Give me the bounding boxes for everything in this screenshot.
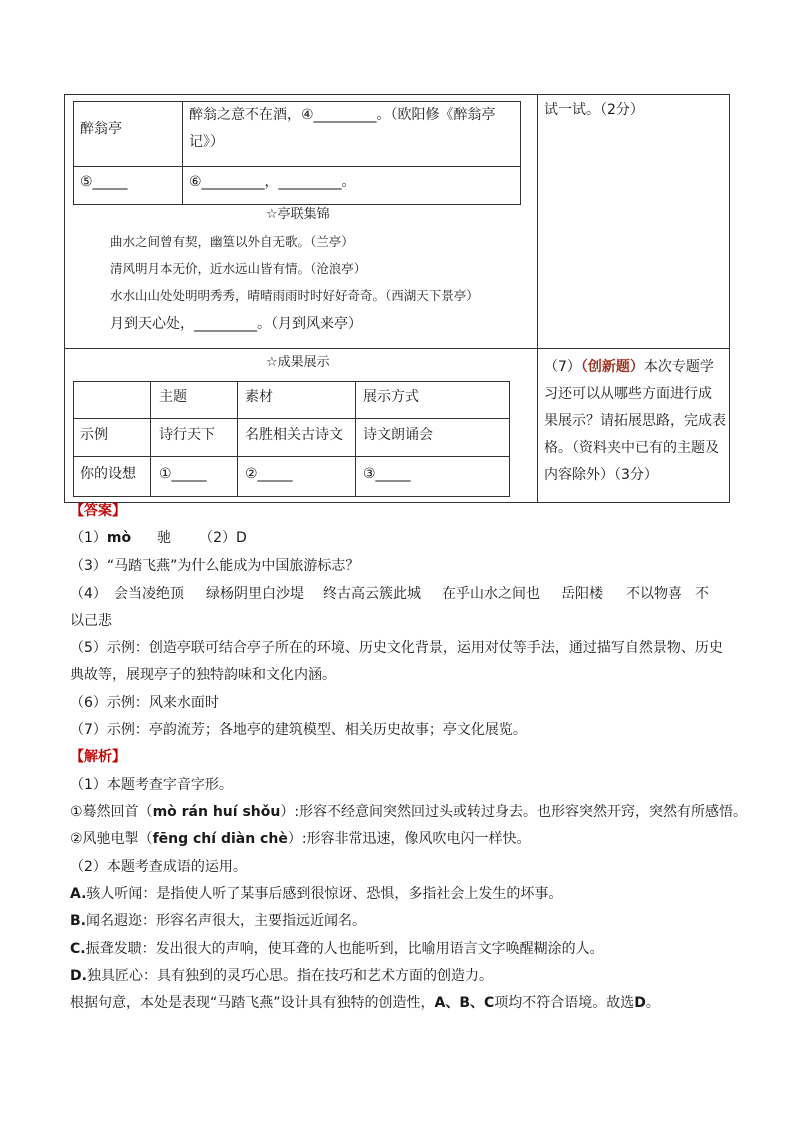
conclusion-text-1: 根据句意，本处是表现“马踏飞燕”设计具有独特的创造性， [70,995,435,1011]
q7-line1 [544,356,714,378]
zuiweng-label: 醉翁亭 [80,121,122,137]
answer-4-item: 在乎山水之间也 [442,586,540,602]
answer-5-line1: （5）示例：创造亭联可结合亭子所在的环境、历史文化背景，运用对仗等手法，通过描写自然景物、历史 [70,640,723,656]
option-a-letter: A. [70,886,87,902]
your-idea-method-blank: ③_____ [363,466,411,482]
results-header-method: 展示方式 [363,389,419,405]
analysis-option-d [70,965,493,987]
answer-4-line2: 以己悲 [70,613,112,629]
option-c-text: 振聋发聩：发出很大的声响，使耳聋的人也能听到，比喻用语言文字唤醒糊涂的人。 [85,941,604,957]
analysis-word-2-head: ②风驰电掣（ [70,831,153,847]
conclusion-text-2: 项均不符合语境。故选 [494,995,635,1011]
pavilion-table-col-divider [182,102,183,204]
q7-line3: 果展示？请拓展思路，完成表 [544,413,726,429]
row-divider [65,348,730,349]
option-d-text: 独具匠心：具有独到的灵巧心思。指在技巧和艺术方面的创造力。 [86,968,493,984]
couplets-title: ☆亭联集锦 [266,207,330,222]
answer-3: （3）“马踏飞燕”为什么能成为中国旅游标志？ [70,558,360,574]
zuiweng-text-line1: 醉翁之意不在酒，④_________。（欧阳修《醉翁亭 [189,107,496,123]
analysis-option-c [70,938,604,960]
answer-1-char: 驰 [157,530,172,546]
answer-4-item: 岳阳楼 [561,586,603,602]
conclusion-options: A、B、C [434,995,495,1011]
analysis-word-2-pinyin: fēng chí diàn chè [152,831,288,847]
results-header-material: 素材 [245,389,273,405]
answer-4-item: 不 [695,586,709,602]
answer-2: （2）D [199,530,247,546]
results-header-theme: 主题 [159,389,187,405]
analysis-heading: 【解析】 [70,749,126,765]
example-method: 诗文朗诵会 [363,427,433,443]
analysis-option-b [70,910,366,932]
q7-number: （7） [544,359,581,375]
q7-text-1: 本次专题学 [643,359,714,375]
results-col-divider-1 [150,382,151,496]
answer-6: （6）示例：风来水面时 [70,695,219,711]
option-b-text: 闻名遐迩：形容名声很大，主要指远近闻名。 [86,913,366,929]
couplet-canglang: 清风明月本无价，近水远山皆有情。（沧浪亭） [110,261,367,276]
answer-1-prefix: （1） [70,530,107,546]
analysis-option-a [70,883,562,905]
answer-1-2 [70,527,247,549]
blank-5: ⑤_____ [80,174,128,190]
analysis-2: （2）本题考查成语的运用。 [70,859,247,875]
couplet-xihu: 水水山山处处明明秀秀，晴晴雨雨时时好好奇奇。（西湖天下景亭） [110,288,479,303]
answer-1-pinyin: mò [106,530,132,546]
analysis-word-2 [70,828,531,850]
option-c-letter: C. [70,941,86,957]
blank-6: ⑥_________，_________。 [189,174,356,190]
conclusion-choice: D [634,995,646,1011]
analysis-1: （1）本题考查字音字形。 [70,777,233,793]
analysis-word-1-head: ①蓦然回首（ [70,804,153,820]
pavilion-table-row-divider [74,166,520,167]
your-idea-theme-blank: ①_____ [159,466,207,482]
q7-line2: 习还可以从哪些方面进行成 [544,386,712,402]
couplet-lanting: 曲水之间曾有契，幽篁以外自无歌。（兰亭） [110,234,354,249]
answer-4-prefix: （4） [70,586,107,602]
answer-4-item: 不以物喜 [626,586,682,602]
results-row-divider-1 [74,418,509,419]
analysis-word-1 [70,801,747,823]
results-row-divider-2 [74,456,509,457]
analysis-word-1-def: ）:形容不经意间突然回过头或转过身去。也形容突然开窍，突然有所感悟。 [280,804,748,820]
example-theme: 诗行天下 [159,427,215,443]
results-title: ☆成果展示 [266,355,330,370]
answer-heading: 【答案】 [70,503,126,519]
zuiweng-text-line2: 记》） [189,134,224,150]
q7-innovation-tag: （创新题） [580,359,644,375]
q7-line4: 格。（资料夹中已有的主题及 [544,440,719,456]
answer-5-line2: 典故等，展现亭子的独特韵味和文化内涵。 [70,667,336,683]
example-label: 示例 [80,427,108,443]
couplet-yuedao: 月到天心处，_________。（月到风来亭） [110,316,362,332]
answer-7: （7）示例：亭韵流芳；各地亭的建筑模型、相关历史故事；亭文化展览。 [70,722,527,738]
q7-line5: 内容除外）（3分） [544,467,658,483]
option-b-letter: B. [70,913,86,929]
results-col-divider-3 [355,382,356,496]
conclusion-end: 。 [645,995,660,1011]
your-idea-label: 你的设想 [80,466,136,482]
option-a-text: 骇人听闻：是指使人听了某事后感到很惊讶、恐惧，多指社会上发生的坏事。 [86,886,563,902]
results-col-divider-2 [237,382,238,496]
your-idea-material-blank: ②_____ [245,466,293,482]
analysis-word-2-def: ）:形容非常迅速，像风吹电闪一样快。 [287,831,531,847]
answer-4-item: 绿杨阴里白沙堤 [206,586,304,602]
analysis-conclusion [70,992,660,1014]
option-d-letter: D. [70,968,87,984]
try-it-text: 试一试。（2分） [544,102,644,118]
answer-4-item: 终古高云簇此城 [323,586,421,602]
example-material: 名胜相关古诗文 [245,427,343,443]
column-divider [537,95,538,503]
answer-4-item: 会当凌绝顶 [114,586,184,602]
analysis-word-1-pinyin: mò rán huí shǒu [152,804,281,820]
